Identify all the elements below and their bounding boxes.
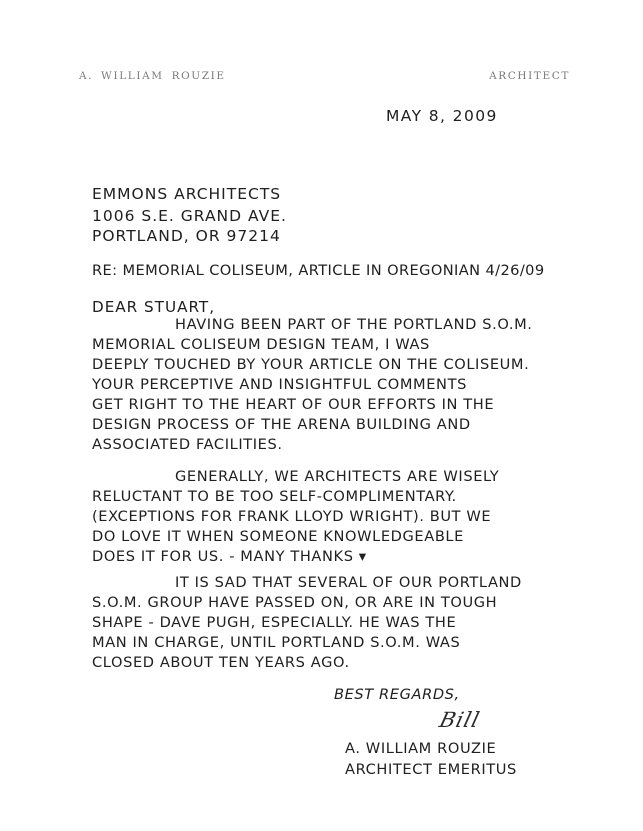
body-line: DEEPLY TOUCHED BY YOUR ARTICLE ON THE COLISEUM. — [92, 356, 530, 373]
body-line: GENERALLY, WE ARCHITECTS ARE WISELY — [175, 468, 500, 485]
body-line: GET RIGHT TO THE HEART OF OUR EFFORTS IN THE — [92, 396, 495, 413]
body-line: MAN IN CHARGE, UNTIL PORTLAND S.O.M. WAS — [92, 634, 461, 651]
signer-name: A. WILLIAM ROUZIE — [345, 740, 497, 757]
body-line: CLOSED ABOUT TEN YEARS AGO. — [92, 654, 350, 671]
letterhead-name: A. WILLIAM ROUZIE — [79, 70, 226, 82]
body-line: IT IS SAD THAT SEVERAL OF OUR PORTLAND — [175, 574, 522, 591]
body-line: DOES IT FOR US. - MANY THANKS ▾ — [92, 548, 367, 565]
recipient-line-2: 1006 S.E. GRAND AVE. — [92, 207, 287, 225]
body-line: (EXCEPTIONS FOR FRANK LLOYD WRIGHT). BUT WE — [92, 508, 492, 525]
recipient-line-3: PORTLAND, OR 97214 — [92, 227, 281, 245]
letter-date: MAY 8, 2009 — [386, 107, 498, 125]
recipient-line-1: EMMONS ARCHITECTS — [92, 185, 282, 203]
body-line: SHAPE - DAVE PUGH, ESPECIALLY. HE WAS THE — [92, 614, 457, 631]
subject-line: RE: MEMORIAL COLISEUM, ARTICLE IN OREGONIAN 4/26/09 — [92, 262, 545, 279]
salutation: DEAR STUART, — [92, 298, 216, 316]
body-line: YOUR PERCEPTIVE AND INSIGHTFUL COMMENTS — [92, 376, 467, 393]
closing: BEST REGARDS, — [334, 686, 460, 703]
handwritten-signature: Bill — [437, 708, 483, 732]
body-line: DESIGN PROCESS OF THE ARENA BUILDING AND — [92, 416, 471, 433]
body-line: ASSOCIATED FACILITIES. — [92, 436, 283, 453]
body-line: MEMORIAL COLISEUM DESIGN TEAM, I WAS — [92, 336, 430, 353]
letterhead-title: ARCHITECT — [489, 70, 570, 82]
signer-title: ARCHITECT EMERITUS — [345, 761, 517, 778]
body-line: S.O.M. GROUP HAVE PASSED ON, OR ARE IN TOUGH — [92, 594, 498, 611]
body-line: RELUCTANT TO BE TOO SELF-COMPLIMENTARY. — [92, 488, 457, 505]
body-line: HAVING BEEN PART OF THE PORTLAND S.O.M. — [175, 316, 533, 333]
body-line: DO LOVE IT WHEN SOMEONE KNOWLEDGEABLE — [92, 528, 464, 545]
